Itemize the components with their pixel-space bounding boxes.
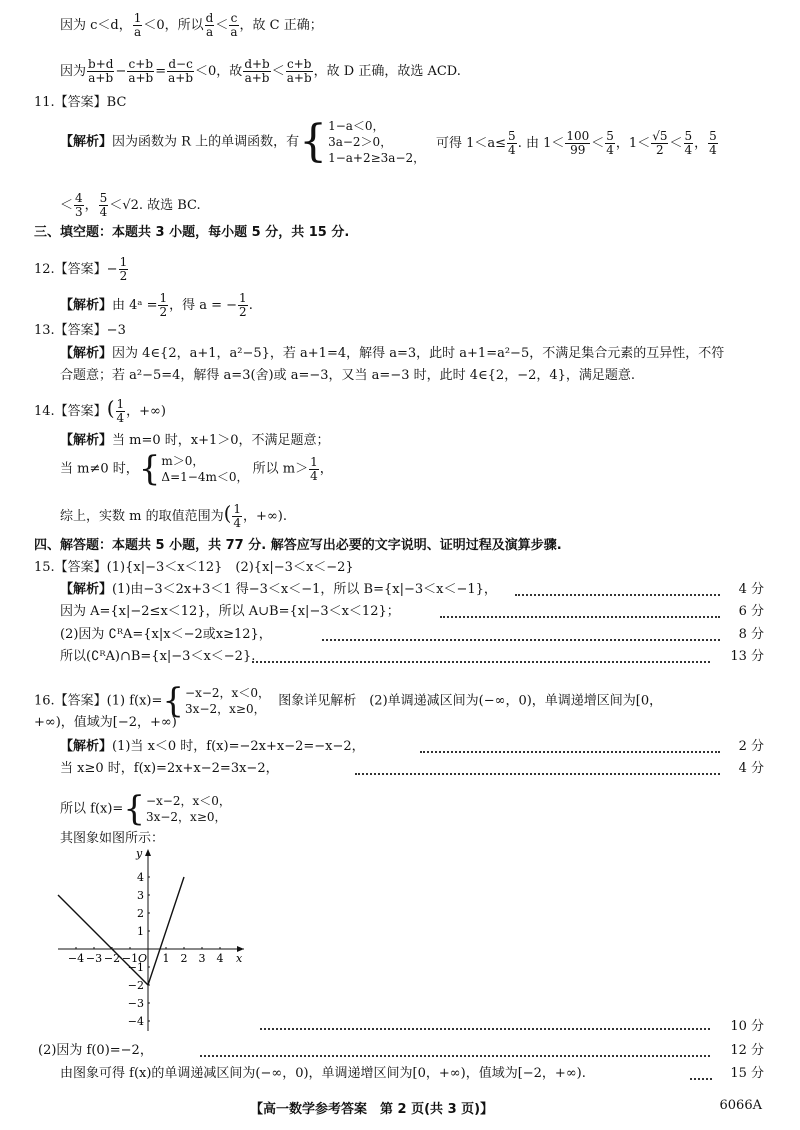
dot-leader	[200, 1055, 710, 1057]
graph-line-right	[148, 877, 184, 985]
score: 4 分	[738, 761, 764, 776]
p14-analysis-2: 当 m≠0 时，{ m＞0， Δ=1−4m＜0， 所以 m＞ $\frac{1}{4}$ ，	[60, 449, 333, 489]
p11-analysis-cont: 可得 1＜a≤ $\frac{5}{4}$ . 由 1＜ $\frac{100}{99}$ ＜ $\frac{5}{4}$ ，1＜ $\frac{√5}{2}$ ＜ $\frac{5}{4}$ ， $\frac{5}{4}$	[436, 129, 717, 157]
p16-answer: 16.【答案】(1) f(x)={ −x−2，x＜0， 3x−2，x≥0， 图象详见解析 (2)单调递减区间为(−∞，0)，单调递增区间为[0，	[34, 681, 663, 721]
fraction: $\frac{d}{a}$	[205, 11, 214, 39]
piecewise-system: −x−2，x＜0， 3x−2，x≥0，	[145, 794, 231, 824]
fraction: $\frac{c+b}{a+b}$	[286, 57, 312, 85]
dot-leader	[420, 751, 720, 753]
score: 15 分	[730, 1066, 764, 1081]
x-tick-label: 2	[180, 952, 188, 965]
p16-part2-2: 由图象可得 f(x)的单调递减区间为(−∞，0)，单调递增区间为[0，+∞)，值域为[−2，+∞).	[60, 1066, 586, 1081]
p15-analysis-3: (2)因为 ∁ᴿA={x|x＜−2或x≥12}，	[60, 627, 272, 642]
score: 4 分	[738, 582, 764, 597]
analysis-label: 【解析】	[60, 433, 113, 448]
p11-analysis: 【解析】因为函数为 R 上的单调函数，有{ 1−a＜0， 3a−2＞0， 1−a+2≥3a−2，	[60, 116, 426, 167]
p10-line-2: 因为 $\frac{b+d}{a+b}$ − $\frac{c+b}{a+b}$ = $\frac{d-c}{a+b}$ ＜0，故 $\frac{d+b}{a+b}$ ＜ $\frac{c+b}{a+b}$ ，故 D 正确，故选 ACD.	[60, 57, 461, 85]
fraction: $\frac{4}{3}$	[75, 191, 83, 219]
x-tick-label: −4	[67, 952, 85, 965]
score: 6 分	[738, 604, 764, 619]
x-tick-label: 1	[162, 952, 170, 965]
fraction: $\frac{d-c}{a+b}$	[168, 57, 194, 85]
fraction: $\frac{1}{2}$	[119, 255, 128, 283]
x-tick-label: −2	[103, 952, 121, 965]
p14-analysis-3: 综上，实数 m 的取值范围为( $\frac{1}{4}$ ，+∞).	[60, 501, 287, 530]
dot-leader	[515, 594, 720, 596]
graph-labels	[68, 847, 243, 1028]
p16-analysis-4: 其图象如图所示：	[60, 831, 165, 846]
analysis-label: 【解析】	[60, 134, 113, 150]
piecewise-system: −x−2，x＜0， 3x−2，x≥0，	[185, 686, 270, 716]
p14-analysis-1: 【解析】当 m=0 时，x+1＞0，不满足题意；	[60, 433, 330, 448]
y-tick-label: −4	[127, 1015, 144, 1028]
dot-leader	[260, 1028, 710, 1030]
fraction: $\frac{1}{4}$	[310, 454, 318, 483]
y-tick-label: 4	[137, 871, 144, 884]
analysis-label: 【解析】	[60, 346, 113, 361]
brace: {	[138, 449, 161, 489]
p16-analysis-2: 当 x≥0 时，f(x)=2x+x−2=3x−2，	[60, 761, 279, 776]
fraction: $\frac{5}{4}$	[684, 129, 693, 157]
footer-code: 6066A	[719, 1098, 762, 1113]
analysis-label: 【解析】	[60, 582, 113, 597]
p16-analysis-1: 【解析】(1)当 x＜0 时，f(x)=−2x+x−2=−x−2，	[60, 739, 365, 754]
y-tick-label: 2	[137, 907, 144, 920]
p12-analysis: 【解析】由 4ᵃ = $\frac{1}{2}$ ，得 a = − $\frac{1}{2}$ .	[60, 291, 253, 319]
score: 2 分	[738, 739, 764, 754]
x-tick-label: −3	[85, 952, 103, 965]
x-tick-label: −1	[121, 952, 139, 965]
p13-analysis-2: 合题意；若 a²−5=4，解得 a=3(舍)或 a=−3，又当 a=−3 时，此时 4∈{2，−2，4}，满足题意.	[60, 368, 636, 383]
p15-answer: 15.【答案】(1){x|−3＜x＜12} (2){x|−3＜x＜−2}	[34, 560, 354, 575]
inequality-system: m＞0， Δ=1−4m＜0，	[161, 454, 249, 484]
brace: {	[123, 789, 145, 829]
fraction: $\frac{1}{4}$	[116, 397, 125, 425]
graph-line-left	[58, 895, 148, 985]
fraction: $\frac{5}{4}$	[709, 129, 717, 157]
fraction: $\frac{√5}{2}$	[652, 129, 668, 157]
score: 12 分	[730, 1043, 764, 1058]
p14-answer: 14.【答案】( $\frac{1}{4}$ ，+∞)	[34, 396, 166, 425]
y-axis-label: y	[136, 847, 143, 860]
fraction: $\frac{5}{4}$	[606, 129, 614, 157]
p13-analysis-1: 【解析】因为 4∈{2，a+1，a²−5}，若 a+1=4，解得 a=3，此时 a+1=a²−5，不满足集合元素的互异性，不符	[60, 346, 725, 361]
dot-leader	[322, 639, 720, 641]
fraction: $\frac{100}{99}$	[566, 129, 590, 157]
fraction: $\frac{5}{4}$	[508, 129, 516, 157]
y-tick-label: −1	[127, 961, 144, 974]
function-graph	[52, 843, 252, 1035]
origin-label: O	[137, 952, 147, 965]
footer-title: 【高一数学参考答案 第 2 页(共 3 页)】	[250, 1102, 494, 1117]
p10-line-1: 因为 c＜d， $\frac{1}{a}$ ＜0，所以 $\frac{d}{a}$ ＜ $\frac{c}{a}$ ，故 C 正确；	[60, 11, 323, 39]
analysis-label: 【解析】	[60, 298, 113, 313]
p16-part2-1: (2)因为 f(0)=−2，	[38, 1043, 153, 1058]
p15-analysis-1: 【解析】(1)由−3＜2x+3＜1 得−3＜x＜−1，所以 B={x|−3＜x＜−1}，	[60, 582, 497, 597]
score: 10 分	[730, 1019, 764, 1034]
p11-line-2: ＜ $\frac{4}{3}$ ， $\frac{5}{4}$ ＜√2. 故选 BC.	[60, 191, 201, 219]
fraction: $\frac{1}{a}$	[133, 11, 142, 39]
y-tick-label: −2	[127, 979, 144, 992]
brace: {	[162, 681, 185, 721]
dot-leader	[252, 661, 710, 663]
dot-leader	[355, 773, 720, 775]
y-axis-arrow	[145, 849, 151, 856]
score: 13 分	[730, 649, 764, 664]
x-axis-label: x	[236, 952, 243, 965]
dot-leader	[440, 616, 720, 618]
fraction: $\frac{1}{2}$	[239, 291, 247, 319]
fraction: $\frac{1}{2}$	[159, 291, 168, 319]
fraction: $\frac{1}{4}$	[233, 502, 242, 530]
y-tick-label: 1	[137, 925, 144, 938]
x-tick-label: 3	[198, 952, 206, 965]
section-3-heading: 三、填空题：本题共 3 小题，每小题 5 分，共 15 分.	[34, 225, 350, 240]
p13-answer: 13.【答案】−3	[34, 323, 126, 338]
p11-answer: 11.【答案】BC	[34, 95, 127, 110]
x-tick-label: 4	[216, 952, 224, 965]
graph-axes	[58, 849, 244, 1031]
fraction: $\frac{c+b}{a+b}$	[128, 57, 154, 85]
p12-answer: 12.【答案】− $\frac{1}{2}$	[34, 255, 128, 283]
inequality-system: 1−a＜0， 3a−2＞0， 1−a+2≥3a−2，	[328, 119, 426, 165]
dot-leader	[690, 1078, 712, 1080]
p15-analysis-2: 因为 A={x|−2≤x＜12}，所以 A∪B={x|−3＜x＜12}；	[60, 604, 400, 619]
fraction: $\frac{b+d}{a+b}$	[88, 57, 114, 85]
brace: {	[299, 116, 328, 167]
graph-lines	[58, 877, 184, 985]
y-tick-label: 3	[137, 889, 144, 902]
fraction: $\frac{d+b}{a+b}$	[244, 57, 270, 85]
fraction: $\frac{c}{a}$	[230, 11, 238, 39]
fraction: $\frac{5}{4}$	[99, 191, 108, 219]
p15-analysis-4: 所以(∁ᴿA)∩B={x|−3＜x＜−2}.	[60, 649, 256, 664]
y-tick-label: −3	[127, 997, 144, 1010]
p16-answer-cont: +∞)，值域为[−2，+∞)	[34, 715, 177, 730]
p16-analysis-3: 所以 f(x)={ −x−2，x＜0， 3x−2，x≥0，	[60, 789, 231, 829]
score: 8 分	[738, 627, 764, 642]
analysis-label: 【解析】	[60, 739, 113, 754]
section-4-heading: 四、解答题：本题共 5 小题，共 77 分. 解答应写出必要的文字说明、证明过程及演算步骤.	[34, 538, 562, 553]
